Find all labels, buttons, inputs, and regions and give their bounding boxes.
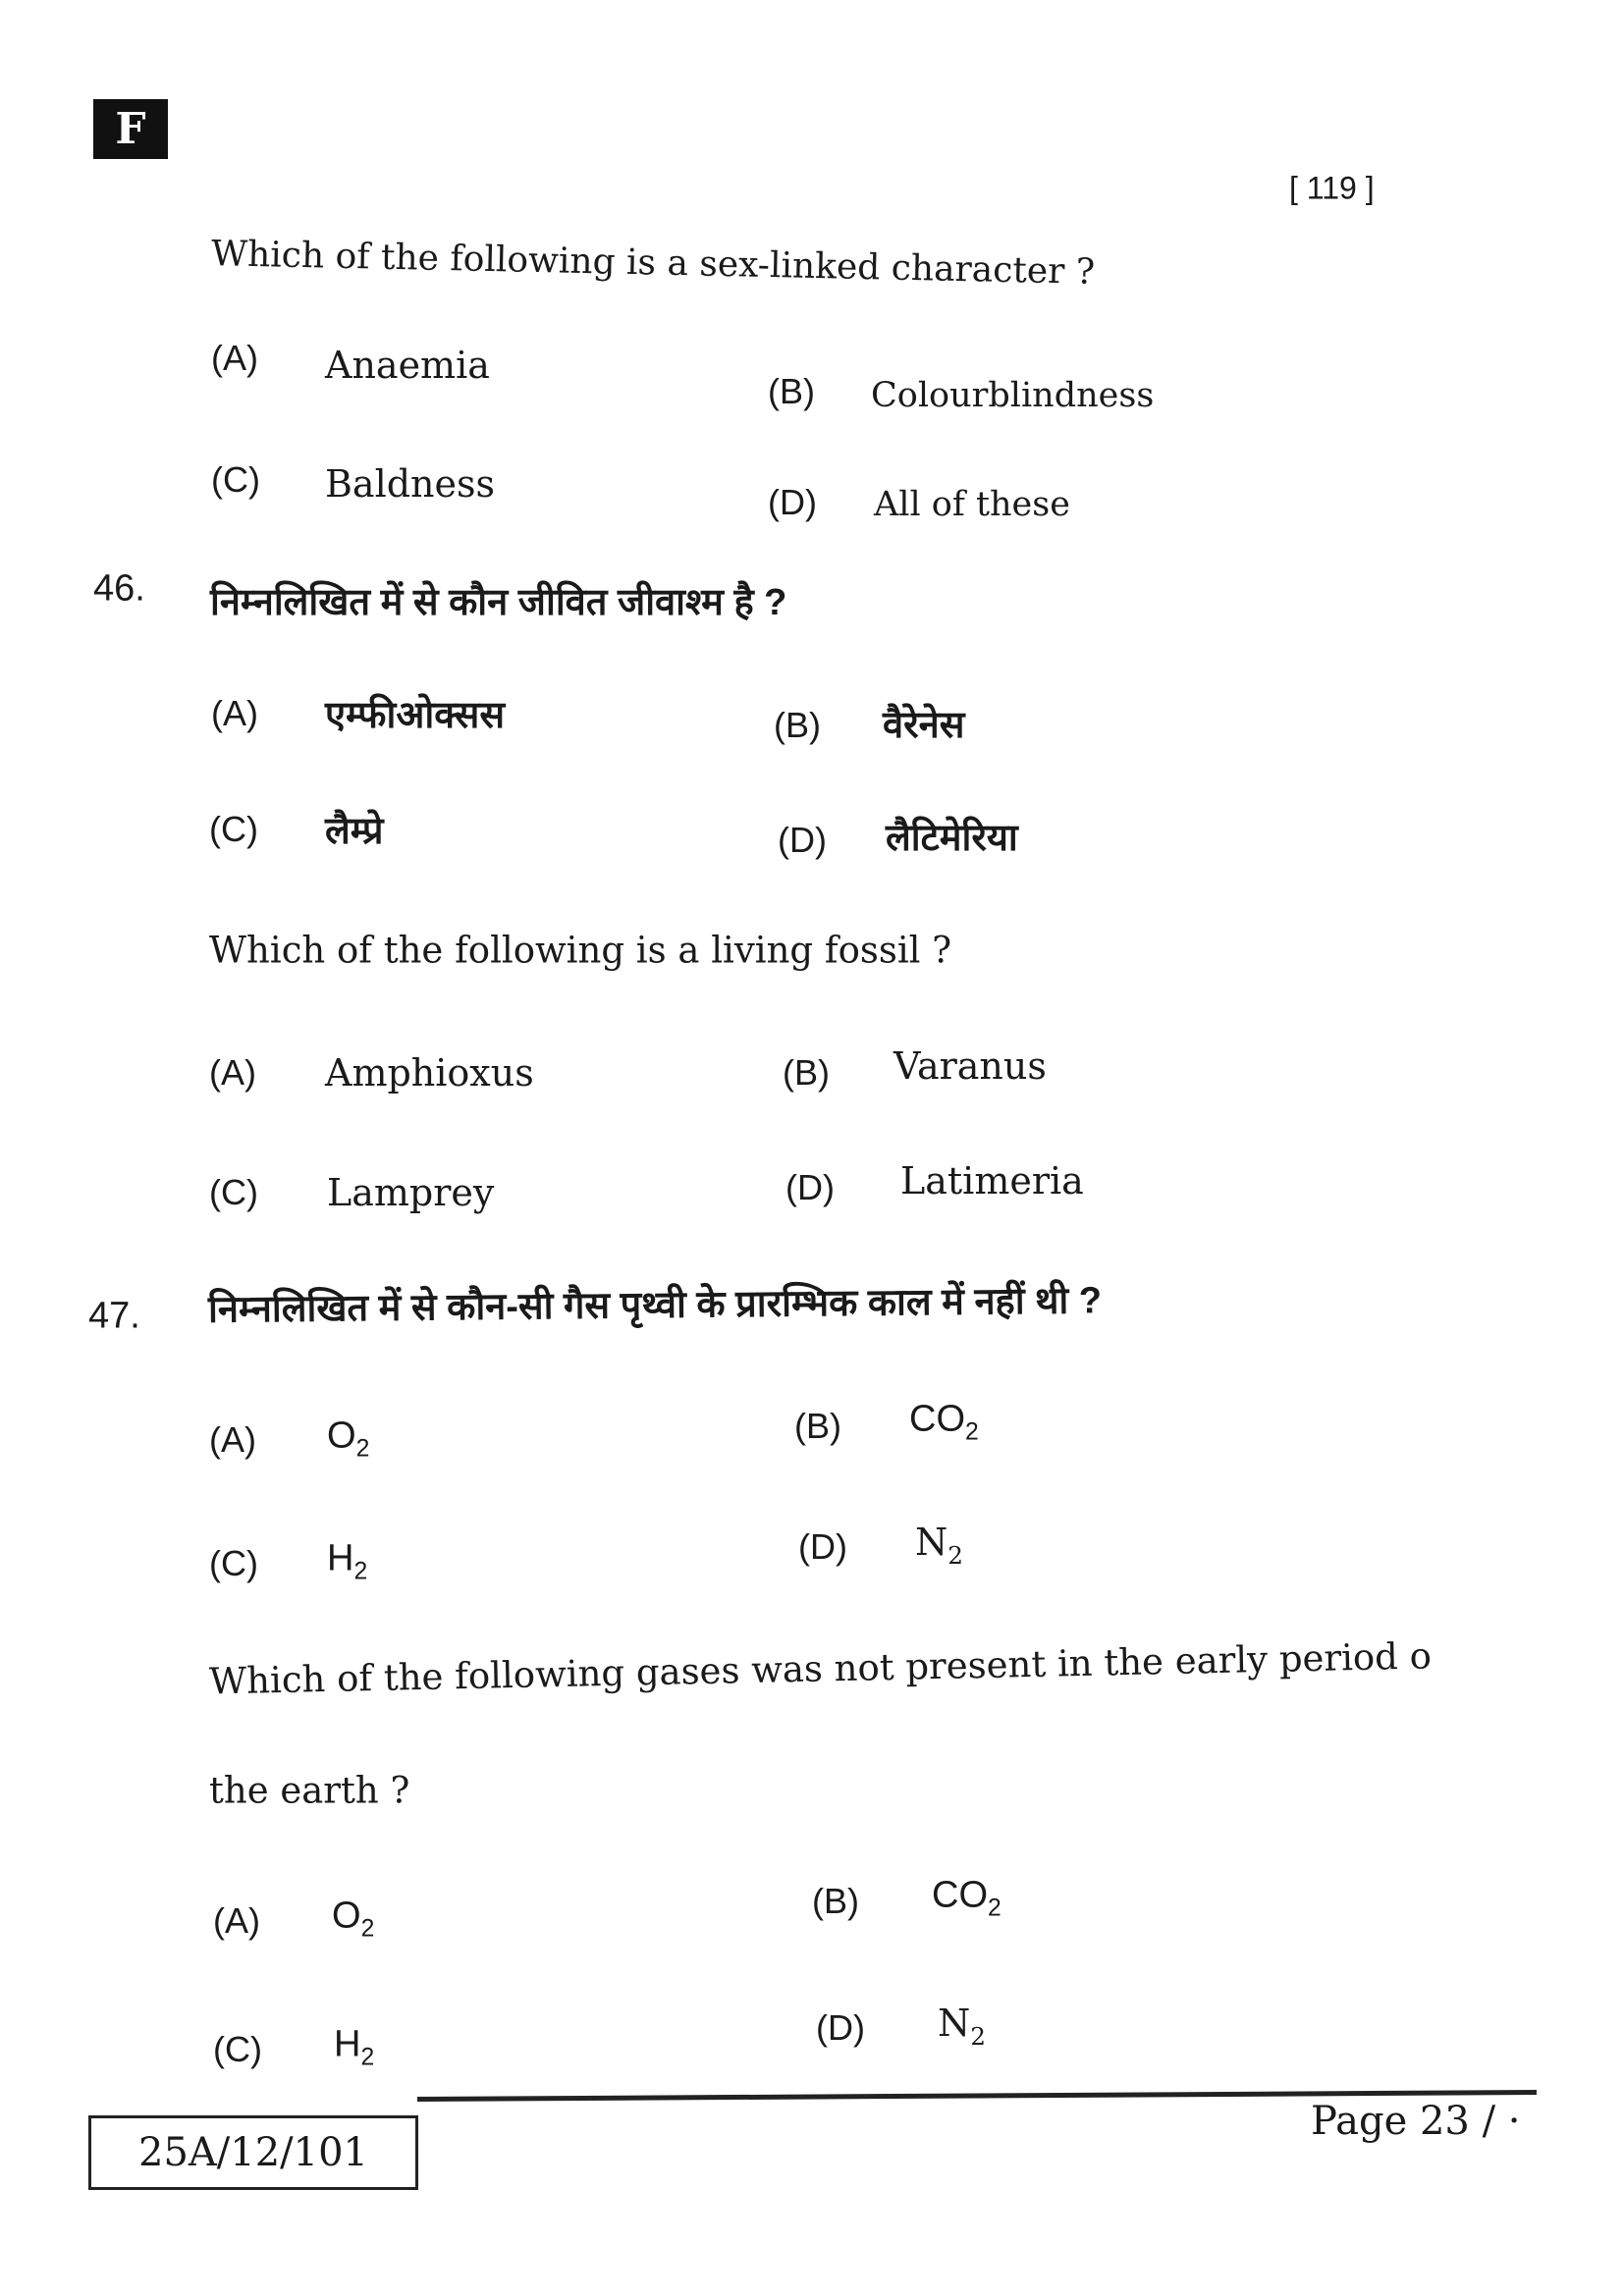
formula-subscript: 2 — [360, 1915, 375, 1943]
paper-code: 25A/12/101 — [88, 2115, 418, 2190]
formula-subscript: 2 — [360, 2044, 375, 2071]
option-label: (B) — [783, 1052, 830, 1093]
formula-subscript: 2 — [970, 2021, 986, 2051]
q47-hi-text: निम्नलिखित में से कौन-सी गैस पृथ्वी के प्रारम्भिक काल में नहीं थी ? — [207, 1280, 1103, 1331]
option-formula — [938, 2002, 986, 2051]
formula-base: O — [327, 1415, 356, 1457]
option-label: (D) — [785, 1167, 835, 1207]
formula-subscript: 2 — [355, 1435, 370, 1463]
option-label: (C) — [209, 1172, 258, 1212]
option-label: (D) — [768, 482, 817, 522]
formula-base: H — [327, 1537, 354, 1579]
option-label: (A) — [209, 1419, 256, 1460]
option-label: (D) — [798, 1526, 847, 1567]
option-label: (B) — [812, 1881, 859, 1921]
option-label: (D) — [778, 820, 827, 860]
option-text: Amphioxus — [325, 1051, 534, 1095]
page-number: Page 23 / · — [1311, 2099, 1521, 2144]
option-text: Anaemia — [325, 344, 490, 387]
option-text: Varanus — [893, 1044, 1047, 1088]
option-formula — [332, 1896, 374, 1944]
formula-subscript: 2 — [353, 1558, 368, 1585]
option-formula — [327, 1538, 367, 1586]
option-label: (C) — [209, 809, 258, 849]
question-number: 46. — [93, 567, 145, 610]
option-label: (A) — [209, 1052, 256, 1093]
formula-base: CO — [909, 1398, 965, 1440]
page-ref: [ 119 ] — [1289, 170, 1375, 206]
option-label: (B) — [774, 705, 821, 745]
option-text: Lamprey — [327, 1171, 495, 1214]
option-label: (A) — [211, 693, 258, 733]
formula-subscript: 2 — [947, 1540, 963, 1570]
formula-base: H — [334, 2023, 361, 2065]
option-text: Colourblindness — [871, 376, 1155, 415]
option-label: (C) — [211, 459, 260, 500]
option-formula — [915, 1521, 963, 1570]
option-formula — [327, 1415, 369, 1464]
option-text: Baldness — [325, 462, 496, 506]
formula-base: O — [332, 1895, 361, 1937]
q45-en-text: Which of the following is a sex-linked character ? — [210, 234, 1096, 293]
option-label: (A) — [213, 1900, 260, 1941]
q47-en-text-line1: Which of the following gases was not present in the early period o — [208, 1634, 1433, 1703]
option-text: All of these — [874, 485, 1070, 524]
option-label: (C) — [209, 1543, 258, 1583]
formula-subscript: 2 — [965, 1418, 979, 1446]
option-label: (C) — [213, 2029, 262, 2069]
option-text: लैटिमेरिया — [886, 818, 1018, 859]
q46-hi-text: निम्नलिखित में से कौन जीवित जीवाश्म है ? — [210, 582, 787, 623]
option-text: Latimeria — [900, 1159, 1084, 1202]
option-label: (D) — [816, 2007, 865, 2048]
option-formula — [909, 1399, 979, 1447]
formula-base: N — [915, 1521, 948, 1565]
question-number: 47. — [88, 1295, 140, 1337]
option-text: लैम्प्रे — [325, 811, 384, 852]
q46-en-text: Which of the following is a living fossil ? — [209, 929, 952, 972]
option-text: एम्फीओक्सस — [325, 695, 506, 736]
formula-subscript: 2 — [988, 1895, 1001, 1922]
option-text: वैरेनेस — [883, 705, 965, 746]
option-label: (B) — [794, 1406, 841, 1446]
option-label: (B) — [768, 371, 815, 411]
q47-en-text-line2: the earth ? — [209, 1769, 410, 1812]
set-label: F — [93, 99, 168, 159]
option-formula — [932, 1875, 1001, 1923]
formula-base: CO — [932, 1874, 988, 1916]
formula-base: N — [938, 2002, 971, 2046]
option-label: (A) — [211, 338, 258, 378]
option-formula — [334, 2024, 374, 2072]
